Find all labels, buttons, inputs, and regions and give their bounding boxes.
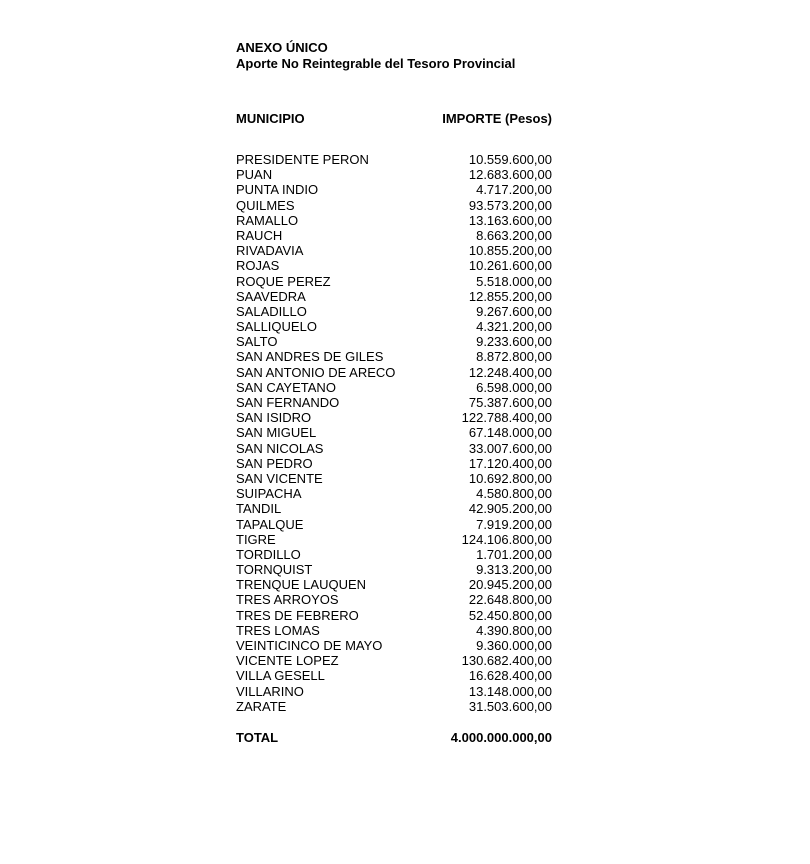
- municipio-name: VILLA GESELL: [236, 668, 325, 684]
- table-row: [236, 213, 552, 228]
- municipio-name: TIGRE: [236, 531, 276, 547]
- importe-amount: 9.233.600,00: [476, 334, 552, 350]
- table-row: [236, 684, 552, 699]
- column-header-municipio: MUNICIPIO: [236, 111, 305, 126]
- total-row: [236, 730, 552, 746]
- table-row: [236, 577, 552, 592]
- table-row: [236, 365, 552, 380]
- municipio-name: ROQUE PEREZ: [236, 273, 331, 289]
- table-row: [236, 501, 552, 516]
- municipio-name: QUILMES: [236, 197, 295, 213]
- municipio-name: VILLARINO: [236, 683, 304, 699]
- municipio-name: VEINTICINCO DE MAYO: [236, 638, 383, 653]
- importe-amount: 4.717.200,00: [476, 182, 552, 198]
- municipio-name: SAN ISIDRO: [236, 410, 312, 426]
- importe-amount: 10.261.600,00: [468, 258, 552, 274]
- municipio-name: TRES ARROYOS: [236, 592, 339, 608]
- municipio-name: TRES DE FEBRERO: [236, 607, 359, 623]
- municipio-name: VICENTE LOPEZ: [236, 653, 339, 669]
- municipio-name: SALADILLO: [236, 303, 307, 319]
- table-row: [236, 274, 552, 289]
- importe-amount: 20.945.200,00: [468, 577, 552, 593]
- table-row: [236, 243, 552, 258]
- importe-amount: 1.701.200,00: [476, 546, 552, 562]
- municipio-name: SAAVEDRA: [236, 288, 306, 304]
- table-row: [236, 668, 552, 683]
- table-row: [236, 304, 552, 319]
- table-row: [236, 425, 552, 440]
- importe-amount: 10.692.800,00: [468, 470, 552, 486]
- importe-amount: 12.248.400,00: [468, 364, 552, 380]
- table-row: [236, 182, 552, 197]
- municipio-name: RAUCH: [236, 227, 283, 243]
- municipio-name: SAN NICOLAS: [236, 440, 324, 456]
- importe-amount: 122.788.400,00: [461, 410, 552, 426]
- importe-amount: 75.387.600,00: [468, 395, 552, 410]
- table-row: [236, 334, 552, 349]
- table-row: [236, 198, 552, 213]
- municipio-name: ROJAS: [236, 258, 280, 274]
- importe-amount: 9.313.200,00: [476, 562, 552, 578]
- column-header-importe: IMPORTE (Pesos): [442, 111, 552, 126]
- table-row: [236, 471, 552, 486]
- municipio-name: SAN ANDRES DE GILES: [236, 349, 384, 365]
- municipio-name: SALTO: [236, 334, 278, 350]
- table-row: [236, 152, 552, 167]
- table-row: [236, 167, 552, 182]
- table-row: [236, 289, 552, 304]
- total-amount: 4.000.000.000,00: [450, 730, 552, 745]
- importe-amount: 9.360.000,00: [476, 638, 552, 653]
- municipio-name: RIVADAVIA: [236, 243, 304, 259]
- importe-amount: 8.663.200,00: [476, 227, 552, 243]
- importe-amount: 10.855.200,00: [468, 243, 552, 259]
- importe-amount: 7.919.200,00: [476, 516, 552, 532]
- table-row: [236, 592, 552, 607]
- importe-amount: 130.682.400,00: [461, 653, 552, 669]
- municipio-name: TRENQUE LAUQUEN: [236, 577, 367, 593]
- municipio-name: PRESIDENTE PERON: [236, 152, 369, 167]
- table-row: [236, 623, 552, 638]
- importe-amount: 12.683.600,00: [468, 167, 552, 183]
- municipio-name: SUIPACHA: [236, 486, 302, 502]
- table-header: [236, 111, 552, 127]
- importe-amount: 6.598.000,00: [476, 379, 552, 395]
- document-subtitle: Aporte No Reintegrable del Tesoro Provincial: [236, 56, 516, 71]
- importe-amount: 16.628.400,00: [468, 668, 552, 684]
- table-row: [236, 319, 552, 334]
- importe-amount: 33.007.600,00: [468, 440, 552, 456]
- municipio-name: TORDILLO: [236, 546, 301, 562]
- table-row: [236, 258, 552, 273]
- municipio-name: TAPALQUE: [236, 516, 304, 532]
- table-row: [236, 608, 552, 623]
- table-row: [236, 653, 552, 668]
- document-heading: [236, 40, 515, 72]
- importe-amount: 52.450.800,00: [468, 607, 552, 623]
- municipio-name: SAN CAYETANO: [236, 379, 336, 395]
- table-body: [236, 152, 552, 714]
- municipio-name: SAN ANTONIO DE ARECO: [236, 364, 396, 380]
- table-row: [236, 410, 552, 425]
- municipio-name: ZARATE: [236, 698, 287, 714]
- table-row: [236, 228, 552, 243]
- table-row: [236, 638, 552, 653]
- total-label: TOTAL: [236, 730, 279, 745]
- table-row: [236, 532, 552, 547]
- importe-amount: 13.163.600,00: [468, 212, 552, 228]
- importe-amount: 31.503.600,00: [468, 698, 552, 714]
- importe-amount: 17.120.400,00: [468, 455, 552, 471]
- table-row: [236, 380, 552, 395]
- importe-amount: 42.905.200,00: [468, 501, 552, 517]
- table-row: [236, 395, 552, 410]
- table-row: [236, 456, 552, 471]
- table-row: [236, 699, 552, 714]
- municipio-name: RAMALLO: [236, 212, 299, 228]
- importe-amount: 22.648.800,00: [468, 592, 552, 608]
- municipio-name: SAN FERNANDO: [236, 395, 340, 410]
- importe-amount: 4.580.800,00: [476, 486, 552, 502]
- importe-amount: 12.855.200,00: [468, 288, 552, 304]
- municipio-name: SAN PEDRO: [236, 455, 313, 471]
- table-row: [236, 441, 552, 456]
- importe-amount: 67.148.000,00: [468, 425, 552, 441]
- municipio-name: TRES LOMAS: [236, 622, 320, 638]
- municipio-name: PUNTA INDIO: [236, 182, 319, 198]
- importe-amount: 5.518.000,00: [476, 273, 552, 289]
- importe-amount: 4.390.800,00: [476, 622, 552, 638]
- municipio-name: TANDIL: [236, 501, 282, 517]
- importe-amount: 9.267.600,00: [476, 303, 552, 319]
- municipio-name: SAN MIGUEL: [236, 425, 317, 441]
- table-row: [236, 349, 552, 364]
- table-row: [236, 547, 552, 562]
- importe-amount: 8.872.800,00: [476, 349, 552, 365]
- importe-amount: 4.321.200,00: [476, 319, 552, 335]
- municipio-name: TORNQUIST: [236, 562, 313, 578]
- document-title: ANEXO ÚNICO: [236, 40, 328, 55]
- municipio-name: PUAN: [236, 167, 273, 183]
- importe-amount: 13.148.000,00: [468, 683, 552, 699]
- importe-amount: 93.573.200,00: [468, 197, 552, 213]
- municipio-name: SAN VICENTE: [236, 470, 323, 486]
- table-row: [236, 517, 552, 532]
- importe-amount: 10.559.600,00: [468, 152, 552, 167]
- importe-amount: 124.106.800,00: [461, 531, 552, 547]
- table-row: [236, 486, 552, 501]
- table-row: [236, 562, 552, 577]
- municipio-name: SALLIQUELO: [236, 319, 317, 335]
